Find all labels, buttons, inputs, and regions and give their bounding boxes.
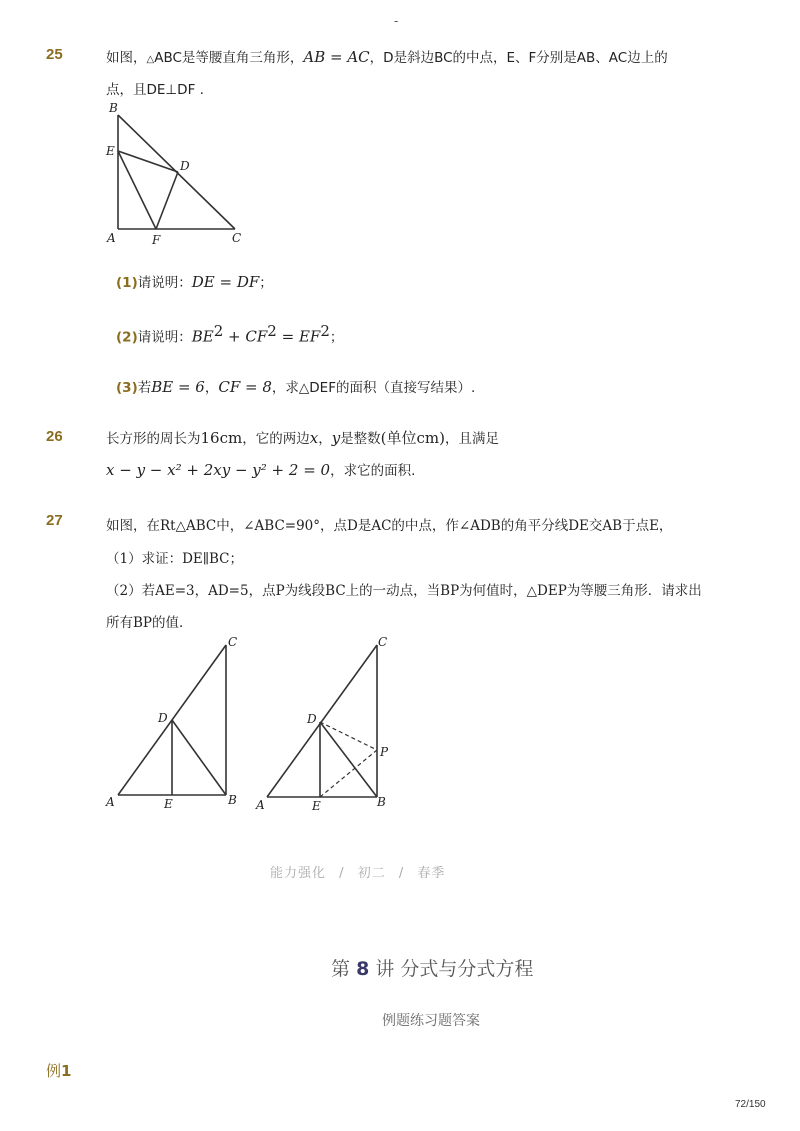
part-formula: + CF — [228, 327, 268, 346]
question-number-26: 26 — [46, 428, 63, 445]
part-number: (3) — [116, 380, 138, 396]
question-number-25: 25 — [46, 46, 63, 63]
label-D: D — [180, 159, 190, 173]
label-A: A — [107, 231, 116, 245]
footer-season: 春季 — [417, 866, 446, 881]
q26-text: ，求它的面积. — [330, 463, 416, 479]
q25-part2 — [116, 322, 343, 346]
exponent: 2 — [213, 322, 224, 340]
label-A: A — [106, 795, 115, 809]
part-number: (2) — [116, 329, 138, 346]
q26-text: ，它的两边 — [242, 431, 310, 447]
q26-equation: x − y − x² + 2xy − y² + 2 = 0 — [106, 461, 331, 479]
part-text: 若 — [137, 380, 152, 396]
q27-figure-1 — [100, 630, 250, 815]
label-P: P — [380, 745, 389, 759]
answers-title: 例题练习题答案 — [382, 1013, 480, 1029]
page-number: 72/150 — [735, 1099, 766, 1110]
q25-text: ，D是斜边BC的中点，E、F分别是AB、AC边上的 — [369, 50, 668, 66]
lecture-prefix: 第 — [331, 958, 351, 980]
exponent: 2 — [267, 322, 277, 340]
lecture-title — [331, 954, 533, 981]
q25-line2: 点，且DE⊥DF . — [106, 82, 204, 98]
part-formula: = EF — [281, 327, 321, 346]
q25-text: 如图， — [106, 50, 147, 66]
footer-breadcrumb — [270, 862, 445, 881]
q25-formula: AB = AC — [303, 48, 370, 66]
part-text: ； — [259, 275, 273, 291]
q26-text: ， — [318, 431, 332, 447]
part-formula: DE = DF — [191, 273, 260, 291]
question-number-27: 27 — [46, 512, 63, 529]
q27-line1: 如图，在Rt△ABC中，∠ABC=90°，点D是AC的中点，作∠ADB的角平分线DE交AB于点E， — [106, 518, 673, 534]
part-text: ， — [204, 380, 219, 396]
label-E: E — [312, 799, 321, 813]
q26-line2 — [106, 459, 415, 479]
q26-formula: y — [331, 429, 341, 447]
q26-line1 — [106, 427, 499, 448]
footer-grade: 初二 — [357, 866, 386, 881]
q27-figure-2 — [250, 630, 400, 818]
footer-course: 能力强化 — [270, 866, 327, 881]
lecture-number: 8 — [356, 958, 370, 980]
q25-part3 — [116, 376, 475, 396]
lecture-suffix: 讲 分式与分式方程 — [375, 958, 534, 980]
label-D: D — [307, 712, 317, 726]
part-text: ，求△DEF的面积（直接写结果）. — [271, 380, 476, 396]
label-E: E — [164, 797, 173, 811]
top-mark: - — [394, 14, 399, 28]
part-formula: BE = 6 — [151, 378, 205, 396]
label-B: B — [109, 101, 118, 115]
part-text: 请说明： — [137, 329, 192, 346]
q27-line2: （1）求证：DE∥BC； — [106, 551, 244, 567]
q26-formula: 16cm — [200, 429, 243, 447]
footer-separator: / — [398, 866, 405, 881]
q26-text: ，且满足 — [445, 431, 500, 447]
label-B: B — [377, 795, 386, 809]
part-text: 请说明： — [137, 275, 192, 291]
label-B: B — [228, 793, 237, 807]
label-A: A — [256, 798, 265, 812]
example-label — [46, 1060, 71, 1081]
label-D: D — [158, 711, 168, 725]
exponent: 2 — [320, 322, 330, 340]
footer-separator: / — [339, 866, 345, 881]
label-C: C — [228, 635, 238, 649]
q25-figure — [100, 98, 260, 250]
q26-text: 长方形的周长为 — [106, 431, 201, 447]
q26-text: 是整数 — [340, 431, 381, 447]
q25-line1 — [106, 46, 668, 66]
part-text: ； — [329, 329, 344, 346]
q26-formula: (单位cm) — [380, 429, 446, 447]
example-number: 1 — [61, 1062, 72, 1080]
part-number: (1) — [116, 275, 138, 291]
example-text: 例 — [46, 1062, 62, 1080]
q25-text: ABC是等腰直角三角形， — [154, 50, 304, 66]
q26-formula: x — [309, 429, 319, 447]
label-C: C — [378, 635, 388, 649]
triangle-symbol: △ — [146, 54, 155, 65]
q27-line3: （2）若AE=3，AD=5，点P为线段BC上的一动点，当BP为何值时，△DEP为等腰三角形．请求出 — [106, 583, 702, 599]
label-F: F — [152, 233, 161, 247]
part-formula: CF = 8 — [218, 378, 272, 396]
label-C: C — [232, 231, 242, 245]
part-formula: BE — [191, 327, 214, 346]
label-E: E — [106, 144, 115, 158]
q25-part1 — [116, 271, 273, 291]
q27-line4: 所有BP的值． — [106, 615, 193, 631]
